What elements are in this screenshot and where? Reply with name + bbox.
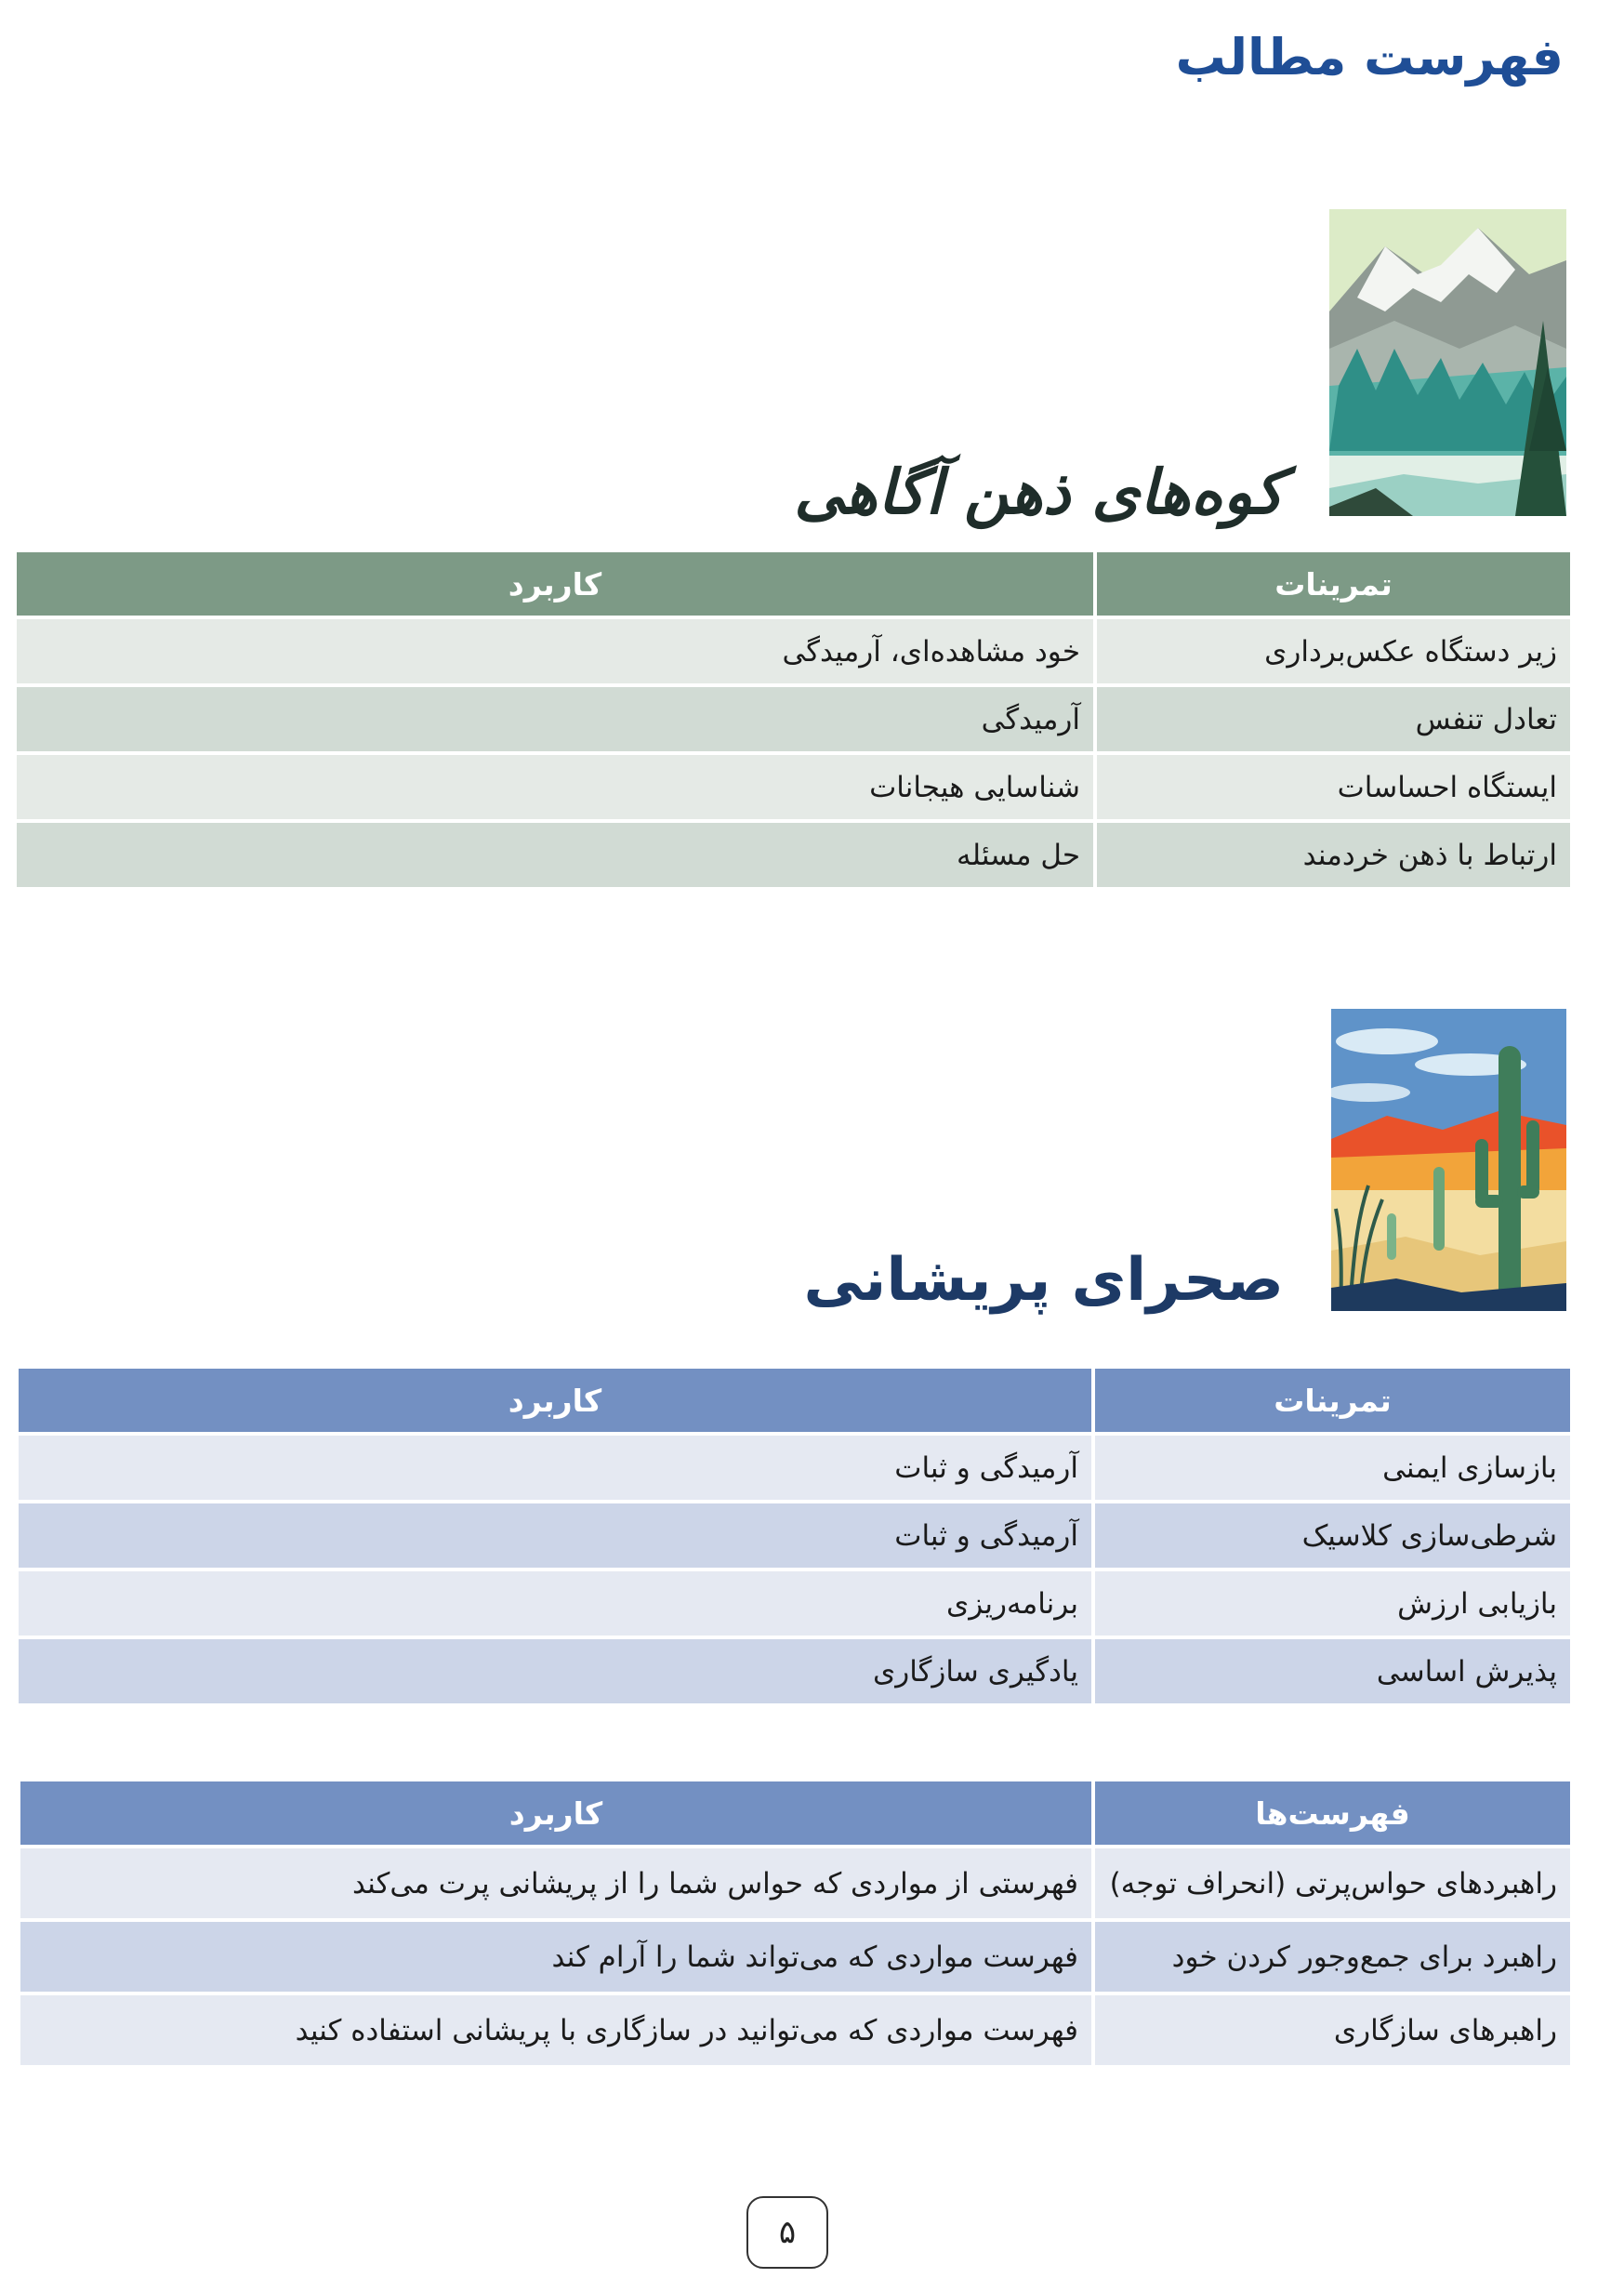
usage-cell: آرمیدگی و ثبات (19, 1503, 1091, 1568)
usage-cell: شناسایی هیجانات (17, 755, 1093, 819)
lists-header: فهرست‌ها (1095, 1781, 1570, 1845)
usage-cell: فهرست مواردی که می‌توانید در سازگاری با پریشانی استفاده کنید (20, 1995, 1091, 2065)
exercise-cell: بازیابی ارزش (1095, 1571, 1570, 1636)
exercise-cell: بازسازی ایمنی (1095, 1436, 1570, 1500)
table-row (19, 1571, 1570, 1636)
list-cell: راهبردهای حواس‌پرتی (انحراف توجه) (1095, 1848, 1570, 1918)
list-cell: راهبرد برای جمع‌وجور کردن خود (1095, 1922, 1570, 1992)
desert-section-title: صحرای پریشانی (803, 1246, 1284, 1315)
exercises-header: تمرینات (1097, 552, 1570, 616)
table-row (20, 1922, 1570, 1992)
usage-header: کاربرد (20, 1781, 1091, 1845)
list-cell: راهبرهای سازگاری (1095, 1995, 1570, 2065)
exercise-cell: تعادل تنفس (1097, 687, 1570, 751)
usage-cell: آرمیدگی (17, 687, 1093, 751)
usage-header: کاربرد (17, 552, 1093, 616)
usage-cell: یادگیری سازگاری (19, 1639, 1091, 1703)
lists-table (17, 1778, 1574, 2069)
exercise-cell: شرطی‌سازی کلاسیک (1095, 1503, 1570, 1568)
table-row (19, 1436, 1570, 1500)
page-number (746, 2196, 828, 2269)
usage-cell: حل مسئله (17, 823, 1093, 887)
table-row (20, 1995, 1570, 2065)
desert-exercises-table (15, 1365, 1574, 1707)
page-title: فهرست مطالب (1175, 28, 1564, 86)
usage-cell: فهرستی از مواردی که حواس شما را از پریشانی پرت می‌کند (20, 1848, 1091, 1918)
usage-header: کاربرد (19, 1369, 1091, 1432)
table-row (17, 755, 1570, 819)
exercise-cell: زیر دستگاه عکس‌برداری (1097, 619, 1570, 683)
table-row (19, 1503, 1570, 1568)
exercises-header: تمرینات (1095, 1369, 1570, 1432)
mountain-illustration (1329, 209, 1566, 516)
page-number-text: ۵ (778, 2214, 797, 2251)
table-row (17, 823, 1570, 887)
table-row (17, 619, 1570, 683)
table-row (17, 687, 1570, 751)
usage-cell: فهرست مواردی که می‌تواند شما را آرام کند (20, 1922, 1091, 1992)
mountain-section-title: کوه‌های ذهن آگاهی (794, 456, 1284, 528)
usage-cell: آرمیدگی و ثبات (19, 1436, 1091, 1500)
exercise-cell: ارتباط با ذهن خردمند (1097, 823, 1570, 887)
table-row (20, 1848, 1570, 1918)
mountain-exercises-table (13, 549, 1574, 891)
exercise-cell: ایستگاه احساسات (1097, 755, 1570, 819)
usage-cell: خود مشاهده‌ای، آرمیدگی (17, 619, 1093, 683)
usage-cell: برنامه‌ریزی (19, 1571, 1091, 1636)
table-row (19, 1639, 1570, 1703)
desert-illustration (1331, 1009, 1566, 1311)
exercise-cell: پذیرش اساسی (1095, 1639, 1570, 1703)
